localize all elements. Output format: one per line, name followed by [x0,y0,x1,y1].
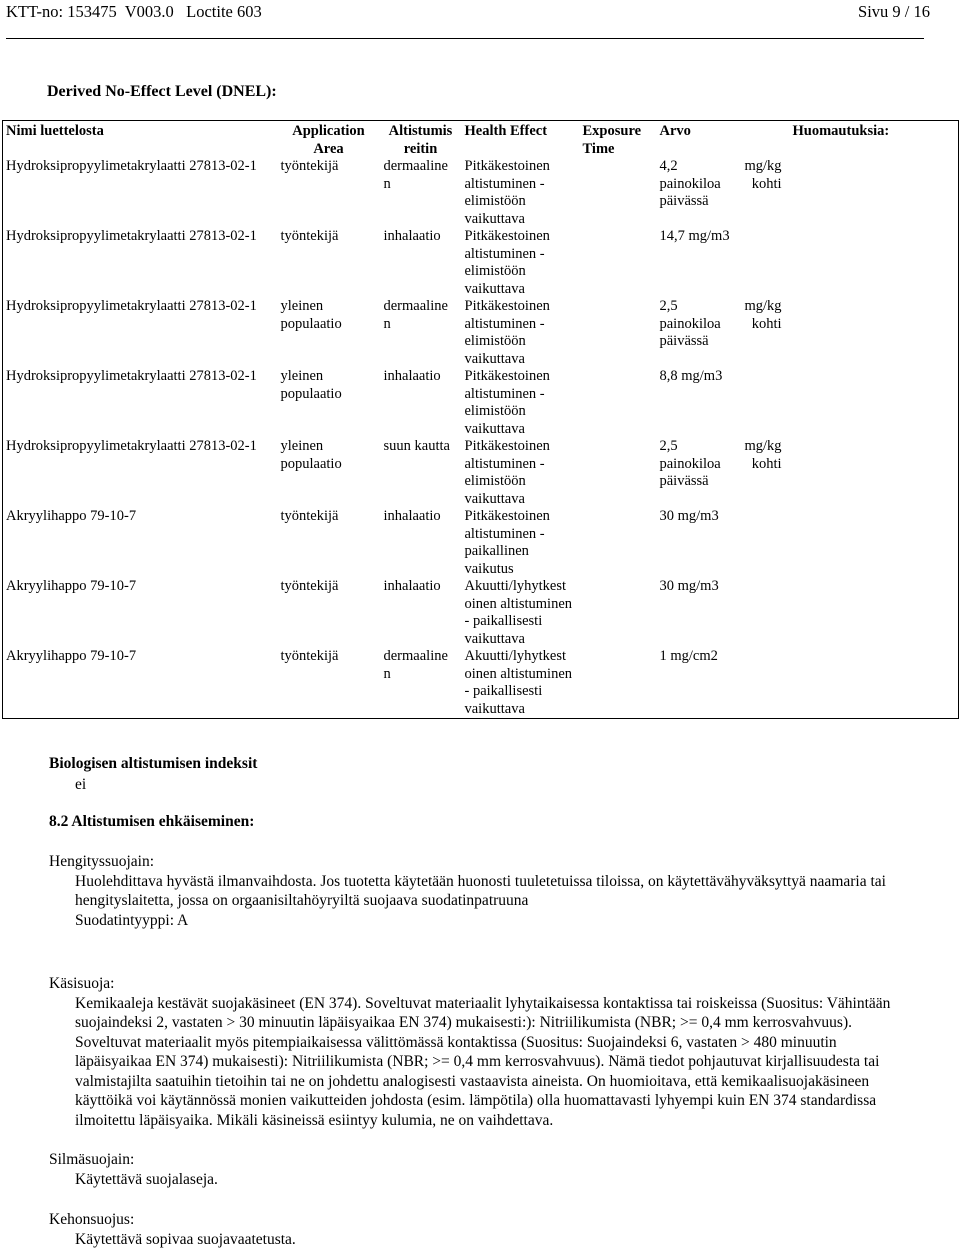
respiratory-filter: Suodatintyyppi: A [75,911,189,929]
cell-effect: Pitkäkestoinen altistuminen - paikallinen vaikutus [464,508,550,577]
cell-area: työntekijä [280,508,339,524]
table-row [3,298,959,368]
cell-name: Akryylihappo 79-10-7 [6,578,137,594]
cell-route: inhalaatio [383,508,441,524]
hand-text: Kemikaaleja kestävät suojakäsineet (EN 374). Soveltuvat materiaalit lyhytaikaisessa kontaktissa tai roiskeissa (Suositus: Vähintään suojaindeksi 2, vastaten > 30 minuutin läpäisyaikaa EN 374) mukaisesti:): Nitriilikumista (NBR; >= 0,4 mm kerrosvahvuus). Soveltuvat materiaalit myös pitempiaikaisessa välittömässä kontaktissa (Suositus: Suojaindeksi 6, vastaten > 480 minuutin läpäisyaikaa EN 374) mukaisesti): Nitriilikumista (NBR; >= 0,4 mm kerrosvahvuus). Nämä tiedot pohjautuvat kirjallisuudesta tai valmistajilta saatuihin tietoihin tai ne on johdettu analogisesti vastaavista aineista. On huomioitava, että kemikaalisuojakäsineen käyttöikä voi käytännössä monien vaikutteiden johdosta (esim. lämpötila) olla huomattavasti lyhyempi kuin EN 374 standardissa ilmoitettu läpäisyaika. Mikäli käsineissä esiintyy kulumia, ne on vaihdettava. [75,994,891,1129]
respiratory-label: Hengityssuojain: [49,853,155,870]
cell-value [657,368,790,438]
cell-exposure [580,578,657,648]
cell-remarks [790,368,959,438]
page-header [6,2,930,24]
cell-value [657,648,790,719]
cell-exposure [580,158,657,228]
dnel-table [2,120,959,719]
cell-remarks [790,438,959,508]
cell-value-text: 2,5 mg/kg painokiloa kohti päivässä [659,298,782,349]
cell-area: yleinen populaatio [280,438,342,472]
page-number: Sivu 9 / 16 [858,2,930,21]
body-protection [49,1210,909,1249]
eye-text: Käytettävä suojalaseja. [75,1170,218,1188]
col-header-exposure: Exposure Time [582,123,642,157]
cell-name: Hydroksipropyylimetakrylaatti 27813-02-1 [6,298,257,314]
cell-value-text: 14,7 mg/m3 [659,228,730,244]
table-header-row [3,121,959,159]
col-header-effect: Health Effect [464,123,548,139]
cell-remarks [790,228,959,298]
col-header-name: Nimi luettelosta [6,123,104,139]
cell-value [657,298,790,368]
bio-index-title: Biologisen altistumisen indeksit [49,755,258,772]
cell-effect: Pitkäkestoinen altistuminen - elimistöön vaikuttava [464,158,550,227]
cell-exposure [580,648,657,719]
cell-name: Hydroksipropyylimetakrylaatti 27813-02-1 [6,228,257,244]
header-divider [6,38,924,39]
cell-remarks [790,578,959,648]
cell-remarks [790,298,959,368]
table-row [3,228,959,298]
col-header-area: Application Area [292,123,365,157]
cell-route: inhalaatio [383,578,441,594]
cell-effect: Pitkäkestoinen altistuminen - elimistöön vaikuttava [464,228,550,297]
cell-name: Hydroksipropyylimetakrylaatti 27813-02-1 [6,368,257,384]
body-protection-label: Kehonsuojus: [49,1211,135,1228]
cell-area: työntekijä [280,578,339,594]
cell-route: suun kautta [383,438,450,454]
cell-name: Akryylihappo 79-10-7 [6,648,137,664]
cell-area: yleinen populaatio [280,298,342,332]
cell-area: työntekijä [280,648,339,664]
bio-index-value: ei [75,776,87,793]
table-row [3,648,959,719]
table-row [3,508,959,578]
cell-exposure [580,228,657,298]
table-row [3,368,959,438]
cell-value [657,228,790,298]
cell-name: Akryylihappo 79-10-7 [6,508,137,524]
table-row [3,438,959,508]
cell-value [657,438,790,508]
cell-area: työntekijä [280,228,339,244]
respiratory-text: Huolehdittava hyvästä ilmanvaihdosta. Jos tuotetta käytetään huonosti tuuletetuissa tiloissa, on käytettävähyväksyttyä naamaria tai hengityslaitetta, jossa on orgaanisiltahöyryiltä suojaava suodatinpatruuna [75,872,886,909]
cell-value [657,508,790,578]
table-row [3,578,959,648]
cell-value-text: 8,8 mg/m3 [659,368,723,384]
cell-route: inhalaatio [383,228,441,244]
cell-area: työntekijä [280,158,339,174]
hand-protection [49,974,909,1130]
dnel-title: Derived No-Effect Level (DNEL): [47,83,277,100]
hand-label: Käsisuoja: [49,975,115,992]
cell-effect: Pitkäkestoinen altistuminen - elimistöön vaikuttava [464,438,550,507]
cell-value-text: 2,5 mg/kg painokiloa kohti päivässä [659,438,782,489]
cell-value-text: 30 mg/m3 [659,508,719,524]
section-8-2-title: 8.2 Altistumisen ehkäiseminen: [49,813,255,830]
cell-route: dermaaline n [383,298,448,332]
cell-name: Hydroksipropyylimetakrylaatti 27813-02-1 [6,438,257,454]
cell-exposure [580,298,657,368]
cell-value [657,578,790,648]
document-id: KTT-no: 153475 V003.0 Loctite 603 [6,2,262,21]
cell-name: Hydroksipropyylimetakrylaatti 27813-02-1 [6,158,257,174]
cell-remarks [790,158,959,228]
cell-effect: Akuutti/lyhytkest oinen altistuminen - paikallisesti vaikuttava [464,578,573,647]
cell-effect: Pitkäkestoinen altistuminen - elimistöön vaikuttava [464,368,550,437]
cell-remarks [790,648,959,719]
cell-exposure [580,368,657,438]
cell-exposure [580,508,657,578]
cell-exposure [580,438,657,508]
cell-route: dermaaline n [383,648,448,682]
cell-value-text: 1 mg/cm2 [659,648,718,664]
eye-protection [49,1150,909,1189]
cell-route: inhalaatio [383,368,441,384]
cell-effect: Pitkäkestoinen altistuminen - elimistöön vaikuttava [464,298,550,367]
col-header-value: Arvo [659,123,691,139]
cell-area: yleinen populaatio [280,368,342,402]
cell-value-text: 30 mg/m3 [659,578,719,594]
body-protection-text: Käytettävä sopivaa suojavaatetusta. [75,1230,296,1248]
table-row [3,158,959,228]
respiratory-protection [49,852,909,930]
eye-label: Silmäsuojain: [49,1151,135,1168]
col-header-remarks: Huomautuksia: [792,123,890,139]
cell-value-text: 4,2 mg/kg painokiloa kohti päivässä [659,158,782,209]
col-header-route: Altistumis reitin [388,123,453,157]
cell-effect: Akuutti/lyhytkest oinen altistuminen - paikallisesti vaikuttava [464,648,573,717]
cell-value [657,158,790,228]
cell-remarks [790,508,959,578]
cell-route: dermaaline n [383,158,448,192]
